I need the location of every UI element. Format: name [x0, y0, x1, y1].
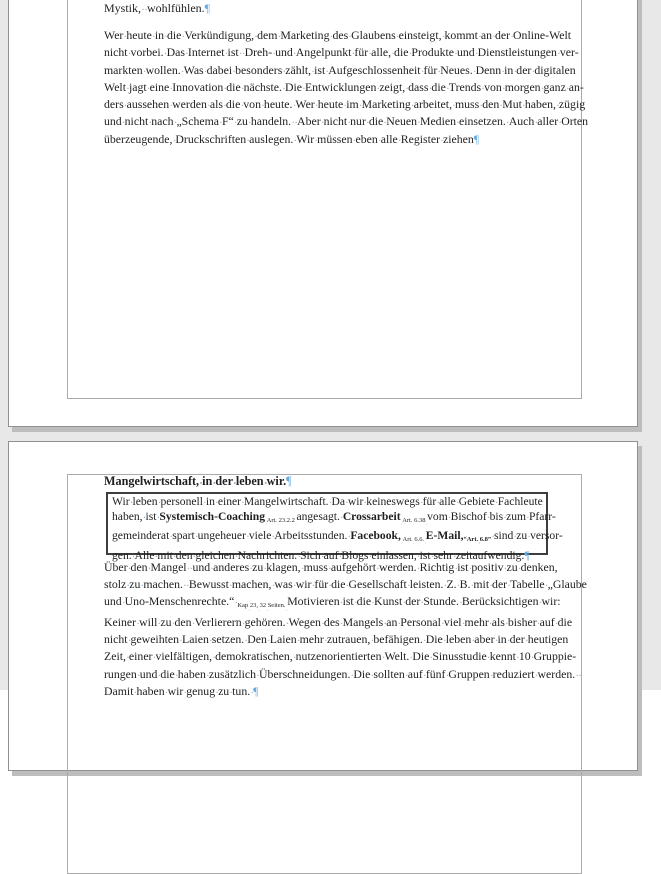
bordered-paragraph-box[interactable]	[106, 492, 563, 562]
space-dot-mark	[383, 114, 386, 128]
space-dot-mark	[468, 560, 471, 574]
space-dot-mark	[396, 28, 399, 42]
space-dot-mark	[417, 114, 420, 128]
space-dot-mark	[499, 97, 502, 111]
space-dot-mark	[363, 495, 366, 508]
space-dot-mark	[321, 114, 324, 128]
space-dot-mark	[437, 63, 440, 77]
space-dot-mark	[229, 684, 232, 698]
space-dot-mark	[248, 114, 251, 128]
space-dot-mark	[354, 594, 357, 608]
space-dot-mark	[487, 510, 490, 523]
space-dot-mark	[173, 114, 176, 128]
space-dot-mark	[240, 97, 243, 111]
space-dot-mark	[212, 474, 215, 488]
space-dot-mark	[566, 80, 569, 94]
space-dot-mark	[148, 114, 151, 128]
text-line[interactable]: nicht · vorbei. · Das · Internet · ist · · Dreh- · und · Angelpunkt · für · alle, · die · Produkte · und · Dienstleistungen · ver-	[104, 44, 556, 61]
text-line[interactable]: nicht · geweihten · Laien · setzen. · Den · Laien · mehr · zutrauen, · befähigen. · Die · leben · aber · in · der · heutigen	[104, 631, 556, 648]
space-dot-mark	[442, 28, 445, 42]
space-dot-mark	[207, 97, 210, 111]
space-dot-mark	[489, 615, 492, 629]
space-dot-mark	[522, 97, 525, 111]
space-dot-mark	[324, 632, 327, 646]
text-line[interactable]: gemeinderat · spart · ungeheuer · viele · Arbeitsstunden. · Facebook, · $_{Art. \cdot 6.6.}$ · E-Mail,“Art. · 6.8” · sind · zu · versor-	[112, 528, 542, 547]
space-dot-mark	[165, 684, 168, 698]
text-line[interactable]: Welt · jagt · eine · Innovation · die · nächste. · Die · Entwicklungen · zeigt, · dass · die · Trends · von · morgen · ganz · an-	[104, 79, 556, 96]
space-dot-mark	[351, 45, 354, 59]
space-dot-mark	[254, 28, 257, 42]
text-line[interactable]: markten · wollen. · Was · dabei · besonders · zählt, · ist · Aufgeschlossenheit · für · Neues. · Denn · in · der · digitalen	[104, 62, 556, 79]
space-dot-mark	[265, 517, 267, 524]
pilcrow-mark: ¶	[524, 548, 530, 562]
space-dot-mark	[128, 45, 131, 59]
space-dot-mark	[491, 529, 494, 542]
space-dot-mark	[541, 80, 544, 94]
space-dot-mark	[578, 667, 581, 681]
space-dot-mark	[301, 560, 304, 574]
space-dot-mark	[169, 97, 172, 111]
space-dot-mark	[212, 649, 215, 663]
space-dot-mark	[122, 594, 125, 608]
space-dot-mark	[143, 63, 146, 77]
space-dot-mark	[401, 536, 403, 543]
space-dot-mark	[156, 510, 159, 523]
text-line[interactable]: Damit · haben · wir · genug · zu · tun. · ¶	[104, 683, 556, 700]
space-dot-mark	[452, 97, 455, 111]
space-dot-mark	[505, 615, 508, 629]
space-dot-mark	[353, 132, 356, 146]
pilcrow-mark: ¶	[286, 474, 292, 488]
document-page-1[interactable]	[8, 0, 638, 427]
space-dot-mark	[293, 577, 296, 591]
space-dot-mark	[175, 667, 178, 681]
space-dot-mark	[444, 577, 447, 591]
space-dot-mark	[181, 63, 184, 77]
space-dot-mark	[370, 667, 373, 681]
space-dot-mark	[405, 667, 408, 681]
space-dot-mark	[172, 615, 175, 629]
heading-mangelwirtschaft[interactable]	[104, 472, 556, 490]
space-dot-mark	[457, 577, 460, 591]
space-dot-mark	[172, 132, 175, 146]
space-dot-mark	[272, 45, 275, 59]
space-dot-mark	[143, 510, 146, 523]
space-dot-mark	[297, 632, 300, 646]
space-dot-mark	[128, 560, 131, 574]
space-dot-mark	[215, 495, 218, 508]
space-dot-mark	[440, 132, 443, 146]
space-dot-mark	[454, 560, 457, 574]
space-dot-mark	[526, 510, 529, 523]
space-dot-mark	[140, 577, 143, 591]
space-dot-mark	[507, 577, 510, 591]
space-dot-mark	[424, 536, 426, 543]
space-dot-mark	[329, 495, 332, 508]
space-dot-mark	[164, 28, 167, 42]
space-dot-mark	[501, 63, 504, 77]
space-dot-mark	[223, 97, 226, 111]
space-dot-mark	[209, 632, 212, 646]
space-dot-mark	[229, 577, 232, 591]
space-dot-mark	[454, 45, 457, 59]
space-dot-mark	[233, 474, 236, 488]
space-dot-mark	[516, 649, 519, 663]
space-dot-mark	[311, 63, 314, 77]
space-dot-mark	[294, 114, 297, 128]
space-dot-mark	[249, 560, 252, 574]
text-line[interactable]: Keiner · will · zu · den · Verlierern · gehören. · Wegen · des · Mangels · an · Personal · viel · mehr · als · bisher · auf · die	[104, 614, 556, 631]
space-dot-mark	[126, 649, 129, 663]
space-dot-mark	[241, 495, 244, 508]
space-dot-mark	[470, 577, 473, 591]
space-dot-mark	[478, 536, 480, 543]
space-dot-mark	[428, 80, 431, 94]
space-dot-mark	[513, 529, 516, 542]
paragraph-mystik[interactable]	[104, 0, 556, 17]
space-dot-mark	[126, 577, 129, 591]
text-line[interactable]: gen. · Alle · mit · den · gleichen · Nachrichten. · Sich · auf · Blogs · einlassen, · ist · sehr · zeitaufwendig.¶	[112, 548, 542, 563]
space-dot-mark	[311, 577, 314, 591]
space-dot-mark	[266, 602, 268, 609]
space-dot-mark	[531, 649, 534, 663]
space-dot-mark	[397, 615, 400, 629]
space-dot-mark	[263, 560, 266, 574]
space-dot-mark	[325, 63, 328, 77]
space-dot-mark	[271, 529, 274, 542]
space-dot-mark	[407, 577, 410, 591]
space-dot-mark	[510, 28, 513, 42]
space-dot-mark	[412, 517, 414, 524]
space-dot-mark	[378, 132, 381, 146]
space-dot-mark	[366, 114, 369, 128]
space-dot-mark	[347, 529, 350, 542]
space-dot-mark	[555, 615, 558, 629]
space-dot-mark	[350, 667, 353, 681]
space-dot-mark	[157, 615, 160, 629]
space-dot-mark	[371, 594, 374, 608]
space-dot-mark	[490, 667, 493, 681]
space-dot-mark	[423, 632, 426, 646]
space-dot-mark	[525, 632, 528, 646]
space-dot-mark	[346, 577, 349, 591]
space-dot-mark	[376, 560, 379, 574]
space-dot-mark	[489, 577, 492, 591]
space-dot-mark	[147, 80, 150, 94]
space-dot-mark	[158, 495, 161, 508]
space-dot-mark	[340, 510, 343, 523]
space-dot-mark	[223, 80, 226, 94]
space-dot-mark	[443, 632, 446, 646]
space-dot-mark	[420, 495, 423, 508]
space-dot-mark	[340, 594, 343, 608]
space-dot-mark	[152, 28, 155, 42]
space-dot-mark	[518, 560, 521, 574]
space-dot-mark	[234, 114, 237, 128]
text-line[interactable]: Über · den · Mangel · · und · anderes · zu · klagen, · muss · aufgehört · werden. · Richtig · ist · positiv · zu · denken,	[104, 559, 556, 576]
text-line[interactable]: Mystik, · · wohlfühlen.¶	[104, 0, 556, 17]
space-dot-mark	[370, 632, 373, 646]
text-line[interactable]: stolz · zu · machen. · · Bewusst · machen, · was · wir · für · die · Gesellschaft · leisten. · Z. · B. · mit · der · Tabelle · „Glaube	[104, 576, 556, 593]
space-dot-mark	[293, 649, 296, 663]
space-dot-mark	[136, 615, 139, 629]
space-dot-mark	[181, 28, 184, 42]
space-dot-mark	[534, 114, 537, 128]
space-dot-mark	[130, 495, 133, 508]
space-dot-mark	[328, 560, 331, 574]
space-dot-mark	[244, 632, 247, 646]
space-dot-mark	[391, 45, 394, 59]
space-dot-mark	[315, 97, 318, 111]
space-dot-mark	[293, 132, 296, 146]
space-dot-mark	[179, 632, 182, 646]
space-dot-mark	[531, 63, 534, 77]
text-line[interactable]: rungen · und · die · haben · zusätzlich · Überschneidungen. · Die · sollten · auf · fünf · Gruppen · reduziert · werden. · ·	[104, 666, 556, 683]
paragraph-marketing[interactable]	[104, 27, 589, 148]
space-dot-mark	[492, 28, 495, 42]
space-dot-mark	[436, 495, 439, 508]
space-dot-mark	[206, 667, 209, 681]
pilcrow-mark: ¶	[204, 1, 211, 15]
space-dot-mark	[271, 577, 274, 591]
space-dot-mark	[421, 63, 424, 77]
space-dot-mark	[122, 114, 125, 128]
space-dot-mark	[204, 63, 207, 77]
space-dot-mark	[210, 560, 213, 574]
space-dot-mark	[429, 649, 432, 663]
space-dot-mark	[445, 667, 448, 681]
space-dot-mark	[446, 80, 449, 94]
space-dot-mark	[456, 114, 459, 128]
space-dot-mark	[479, 97, 482, 111]
text-line[interactable]: Zeit, · einer · vielfältigen, · demokratischen, · nutzenorientierten · Welt. · Die · Sinusstudie · kennt · 10 · Gruppie-	[104, 648, 556, 665]
space-dot-mark	[169, 529, 172, 542]
space-dot-mark	[475, 45, 478, 59]
text-line[interactable]: haben, · ist · Systemisch-Coaching · $_{Art. \cdot 23.2.2}$ · angesagt. · Crossarbeit · $_{Art. \cdot 6.38}$ · vom · Bischof · bis · zum · Pfarr-	[112, 509, 542, 528]
space-dot-mark	[345, 495, 348, 508]
text-line[interactable]: Mangelwirtschaft, · in · der · leben · wir.¶	[104, 472, 556, 490]
space-dot-mark	[425, 517, 427, 524]
space-dot-mark	[359, 97, 362, 111]
space-dot-mark	[423, 667, 426, 681]
space-dot-mark	[282, 63, 285, 77]
text-line[interactable]: überzeugende, · Druckschriften · auslegen. · Wir · müssen · eben · alle · Register · ziehen¶	[104, 131, 556, 148]
space-dot-mark	[164, 45, 167, 59]
space-dot-mark	[343, 97, 346, 111]
space-dot-mark	[448, 510, 451, 523]
space-dot-mark	[246, 529, 249, 542]
space-dot-mark	[441, 615, 444, 629]
space-dot-mark	[383, 615, 386, 629]
text-line[interactable]: ders · aussehen · werden · als · die · von · heute. · Wer · heute · im · Marketing · arbeitet, · muss · den · Mut · haben, · zügig	[104, 96, 556, 113]
space-dot-mark	[340, 615, 343, 629]
space-dot-mark	[241, 80, 244, 94]
space-dot-mark	[411, 97, 414, 111]
space-dot-mark	[487, 649, 490, 663]
pilcrow-mark: ¶	[253, 683, 259, 698]
space-dot-mark	[402, 594, 405, 608]
space-dot-mark	[234, 594, 237, 608]
space-dot-mark	[242, 45, 245, 59]
space-dot-mark	[502, 80, 505, 94]
space-dot-mark	[495, 632, 498, 646]
space-dot-mark	[417, 560, 420, 574]
space-dot-mark	[401, 517, 403, 524]
space-dot-mark	[556, 97, 559, 111]
space-dot-mark	[152, 649, 155, 663]
text-line[interactable]: Wir · leben · personell · in · einer · Mangelwirtschaft. · Da · wir · keineswegs · für · alle · Gebiete · Fachleute	[112, 494, 542, 509]
space-dot-mark	[462, 615, 465, 629]
space-dot-mark	[376, 80, 379, 94]
space-dot-mark	[186, 577, 189, 591]
space-dot-mark	[420, 594, 423, 608]
space-dot-mark	[398, 132, 401, 146]
space-dot-mark	[558, 114, 561, 128]
space-dot-mark	[219, 114, 222, 128]
space-dot-mark	[328, 577, 331, 591]
text-line[interactable]: Wer · heute · in · die · Verkündigung, · dem · Marketing · des · Glaubens · einsteigt, · kommt · an · der · Online-Welt	[104, 27, 556, 44]
space-dot-mark	[169, 80, 172, 94]
space-dot-mark	[126, 80, 129, 94]
space-dot-mark	[195, 529, 198, 542]
space-dot-mark	[225, 45, 228, 59]
space-dot-mark	[183, 684, 186, 698]
space-dot-mark	[203, 495, 206, 508]
space-dot-mark	[408, 45, 411, 59]
space-dot-mark	[504, 560, 507, 574]
space-dot-mark	[148, 560, 151, 574]
paragraph-mangel[interactable]	[104, 559, 587, 700]
space-dot-mark	[134, 684, 137, 698]
space-dot-mark	[329, 28, 332, 42]
space-dot-mark	[277, 517, 279, 524]
space-dot-mark	[478, 28, 481, 42]
space-dot-mark	[286, 602, 288, 609]
space-dot-mark	[190, 560, 193, 574]
space-dot-mark	[506, 114, 509, 128]
space-dot-mark	[413, 536, 415, 543]
space-dot-mark	[368, 45, 371, 59]
space-dot-mark	[199, 474, 202, 488]
space-dot-mark	[473, 63, 476, 77]
space-dot-mark	[282, 80, 285, 94]
space-dot-mark	[537, 615, 540, 629]
space-dot-mark	[471, 632, 474, 646]
space-dot-mark	[459, 594, 462, 608]
space-dot-mark	[347, 114, 350, 128]
space-dot-mark	[513, 63, 516, 77]
space-dot-mark	[215, 684, 218, 698]
space-dot-mark	[302, 80, 305, 94]
space-dot-mark	[456, 495, 459, 508]
space-dot-mark	[192, 615, 195, 629]
space-dot-mark	[123, 28, 126, 42]
space-dot-mark	[248, 602, 250, 609]
space-dot-mark	[381, 649, 384, 663]
space-dot-mark	[277, 28, 280, 42]
space-dot-mark	[185, 45, 188, 59]
space-dot-mark	[242, 615, 245, 629]
space-dot-mark	[557, 45, 560, 59]
document-page-2[interactable]	[8, 441, 638, 771]
space-dot-mark	[286, 615, 289, 629]
space-dot-mark	[495, 495, 498, 508]
text-line[interactable]: und · nicht · nach · „Schema · F“ · zu · handeln. · · Aber · nicht · nur · die · Neuen · Medien · einsetzen. · Auch · aller · Orten	[104, 113, 556, 130]
space-dot-mark	[267, 632, 270, 646]
space-dot-mark	[128, 632, 131, 646]
space-dot-mark	[539, 594, 542, 608]
space-dot-mark	[258, 602, 260, 609]
space-dot-mark	[545, 577, 548, 591]
space-dot-mark	[157, 667, 160, 681]
space-dot-mark	[314, 132, 317, 146]
space-dot-mark	[232, 63, 235, 77]
space-dot-mark	[137, 667, 140, 681]
space-dot-mark	[124, 97, 127, 111]
space-dot-mark	[405, 80, 408, 94]
space-dot-mark	[250, 684, 253, 698]
space-dot-mark	[481, 80, 484, 94]
space-dot-mark	[409, 649, 412, 663]
text-line[interactable]: und · Uno-Menschenrechte.“ · $_{Kap \cdot 23, \cdot 32 \cdot Seiten.}$ · Motivieren · ist · die · Kunst · der · Stunde. · Berücksichtigen · wir:	[104, 593, 556, 614]
space-dot-mark	[261, 97, 264, 111]
pilcrow-mark: ¶	[473, 131, 480, 146]
space-dot-mark	[256, 667, 259, 681]
space-dot-mark	[293, 45, 296, 59]
space-dot-mark	[348, 28, 351, 42]
space-dot-mark	[321, 615, 324, 629]
space-dot-mark	[527, 529, 530, 542]
space-dot-mark	[503, 510, 506, 523]
space-dot-mark	[507, 632, 510, 646]
space-dot-mark	[535, 667, 538, 681]
space-dot-mark	[292, 97, 295, 111]
space-dot-mark	[246, 132, 249, 146]
space-dot-mark	[144, 1, 147, 15]
space-dot-mark	[264, 474, 267, 488]
